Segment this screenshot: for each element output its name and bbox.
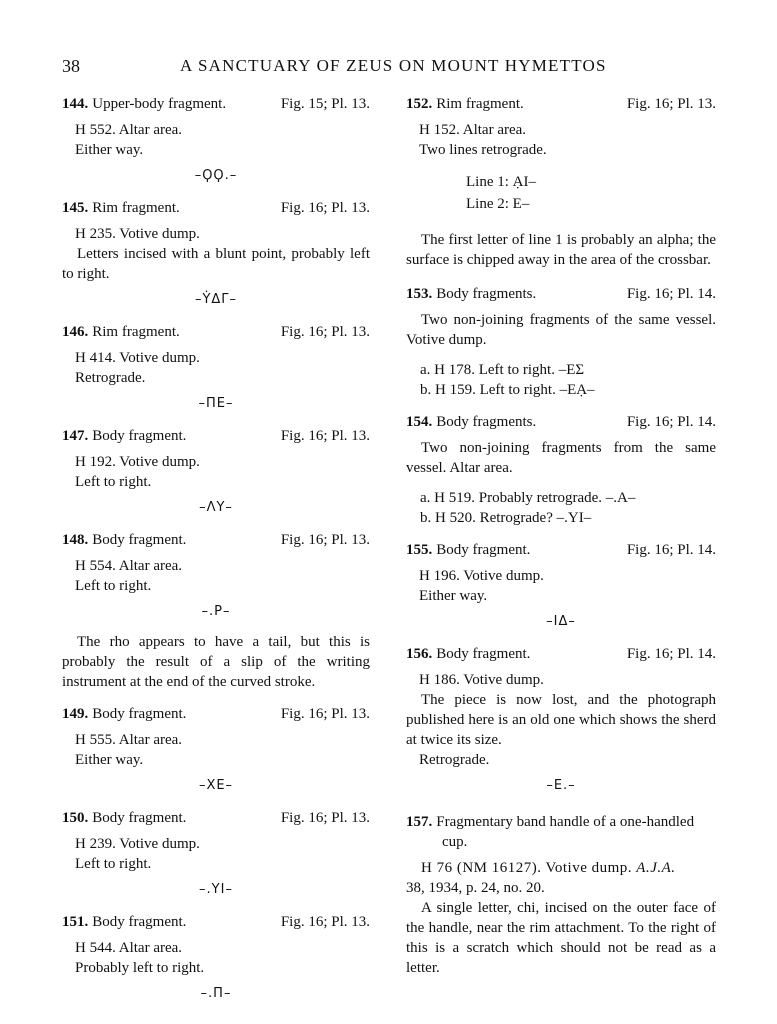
running-header (62, 56, 716, 80)
entry-paragraph: The piece is now lost, and the photograph published here is an old one which shows the sherd at twice its size. (406, 692, 716, 748)
entry-paragraph: Letters incised with a blunt point, probably left to right. (62, 246, 370, 282)
citation-line (406, 858, 716, 878)
catalog-entry-144 (62, 94, 370, 186)
catalog-entry-150 (62, 808, 370, 900)
entry-description: Body fragment. (92, 428, 187, 444)
inscription-line-2: Line 2: Ε– (466, 196, 530, 212)
catalog-entry-152 (406, 94, 716, 270)
entry-paragraph: Two non-joining fragments of the same vessel. Votive dump. (406, 312, 716, 348)
catalog-entry-145 (62, 198, 370, 310)
entry-number: 145. (62, 200, 89, 216)
entry-paragraph: The first letter of line 1 is probably an alpha; the surface is chipped away in the area of the crossbar. (406, 232, 716, 268)
figure-reference: Fig. 16; Pl. 13. (280, 706, 370, 722)
direction-line: Either way. (75, 142, 144, 158)
entry-paragraph: Two non-joining fragments from the same vessel. Altar area. (406, 440, 716, 476)
inventory-line: H 544. Altar area. (75, 940, 183, 956)
entry-description: Fragmentary band handle of a one-handled cup. (436, 814, 695, 850)
citation-inventory: H 76 (NM 16127). Votive dump. (421, 860, 637, 876)
figure-reference: Fig. 16; Pl. 13. (280, 532, 370, 548)
citation-detail: 38, 1934, p. 24, no. 20. (406, 880, 545, 896)
entry-paragraph: A single letter, chi, incised on the outer face of the handle, near the rim attachment. To the right of this is a scratch which should not be read as a letter. (406, 900, 716, 976)
direction-line: Retrograde. (419, 752, 490, 768)
inventory-line: H 196. Votive dump. (419, 568, 544, 584)
entry-description: Body fragment. (92, 810, 187, 826)
figure-reference: Fig. 16; Pl. 13. (280, 324, 370, 340)
entry-number: 147. (62, 428, 89, 444)
inscription-text: –.Ρ– (201, 604, 231, 619)
entry-paragraph: The rho appears to have a tail, but this is probably the result of a slip of the writing instrument at the end of the curved stroke. (62, 634, 370, 690)
inventory-line: H 414. Votive dump. (75, 350, 200, 366)
entry-number: 149. (62, 706, 89, 722)
entry-description: Body fragment. (92, 532, 187, 548)
catalog-entry-156 (406, 644, 716, 796)
entry-description: Body fragment. (92, 914, 187, 930)
entry-number: 154. (406, 414, 433, 430)
direction-line: Either way. (419, 588, 488, 604)
catalog-entry-155 (406, 540, 716, 632)
subfragment-b: b. H 520. Retrograde? –.ΥΙ– (420, 510, 592, 526)
subfragment-a: a. H 519. Probably retrograde. –.Α– (420, 490, 636, 506)
entry-number: 150. (62, 810, 89, 826)
entry-description: Body fragments. (436, 414, 537, 430)
catalog-entry-149 (62, 704, 370, 796)
direction-line: Left to right. (75, 474, 152, 490)
page-number: 38 (62, 56, 80, 76)
figure-reference: Fig. 16; Pl. 14. (626, 414, 716, 430)
catalog-entry-146 (62, 322, 370, 414)
figure-reference: Fig. 16; Pl. 14. (626, 286, 716, 302)
inventory-line: H 186. Votive dump. (419, 672, 544, 688)
citation-journal: A.J.A. (636, 860, 676, 876)
inventory-line: H 239. Votive dump. (75, 836, 200, 852)
inscription-text: –ΙΔ– (546, 614, 576, 629)
entry-number: 151. (62, 914, 89, 930)
direction-line: Two lines retrograde. (419, 142, 547, 158)
entry-number: 148. (62, 532, 89, 548)
inscription-text: –.ΥΙ– (199, 882, 233, 897)
inscription-text: –XE– (198, 778, 234, 793)
subfragment-b: b. H 159. Left to right. –ΕẠ– (420, 382, 595, 398)
figure-reference: Fig. 16; Pl. 13. (280, 428, 370, 444)
entry-number: 155. (406, 542, 433, 558)
entry-description: Rim fragment. (92, 200, 180, 216)
entry-description: Rim fragment. (92, 324, 180, 340)
figure-reference: Fig. 16; Pl. 14. (626, 542, 716, 558)
direction-line: Probably left to right. (75, 960, 205, 976)
entry-number: 153. (406, 286, 433, 302)
subfragment-a: a. H 178. Left to right. –ΕΣ (420, 362, 585, 378)
inventory-line: H 152. Altar area. (419, 122, 527, 138)
catalog-entry-151 (62, 912, 370, 1004)
entry-description: Body fragment. (436, 542, 531, 558)
entry-description: Rim fragment. (436, 96, 524, 112)
inscription-text: –.Π– (200, 986, 232, 1001)
figure-reference: Fig. 16; Pl. 14. (626, 646, 716, 662)
entry-number: 144. (62, 96, 89, 112)
direction-line: Either way. (75, 752, 144, 768)
entry-description: Body fragment. (92, 706, 187, 722)
figure-reference: Fig. 16; Pl. 13. (280, 200, 370, 216)
inscription-text: –ϘϘ.– (194, 168, 238, 183)
inventory-line: H 235. Votive dump. (75, 226, 200, 242)
inscription-line-1: Line 1: ẠΙ– (466, 174, 536, 190)
direction-line: Left to right. (75, 856, 152, 872)
inscription-text: –ẎΔΓ– (194, 292, 238, 307)
entry-number: 157. (406, 814, 433, 830)
inscription-text: –ΛΥ– (199, 500, 233, 515)
figure-reference: Fig. 16; Pl. 13. (280, 914, 370, 930)
direction-line: Retrograde. (75, 370, 146, 386)
figure-reference: Fig. 15; Pl. 13. (280, 96, 370, 112)
inventory-line: H 192. Votive dump. (75, 454, 200, 470)
figure-reference: Fig. 16; Pl. 13. (280, 810, 370, 826)
inscription-text: –ΠΕ– (198, 396, 234, 411)
entry-description: Upper-body fragment. (92, 96, 227, 112)
catalog-entry-154 (406, 412, 716, 528)
figure-reference: Fig. 16; Pl. 13. (626, 96, 716, 112)
right-column (406, 94, 716, 978)
inscription-text: –Ε.– (546, 778, 576, 793)
direction-line: Left to right. (75, 578, 152, 594)
entry-number: 146. (62, 324, 89, 340)
catalog-entry-157 (406, 812, 716, 978)
entry-number: 152. (406, 96, 433, 112)
catalog-entry-153 (406, 284, 716, 400)
inventory-line: H 552. Altar area. (75, 122, 183, 138)
catalog-entry-148 (62, 530, 370, 692)
inventory-line: H 554. Altar area. (75, 558, 183, 574)
entry-number: 156. (406, 646, 433, 662)
entry-description: Body fragments. (436, 286, 537, 302)
catalog-entry-147 (62, 426, 370, 518)
entry-description: Body fragment. (436, 646, 531, 662)
running-title: A SANCTUARY OF ZEUS ON MOUNT HYMETTOS (180, 56, 607, 75)
inventory-line: H 555. Altar area. (75, 732, 183, 748)
left-column (62, 94, 370, 1004)
